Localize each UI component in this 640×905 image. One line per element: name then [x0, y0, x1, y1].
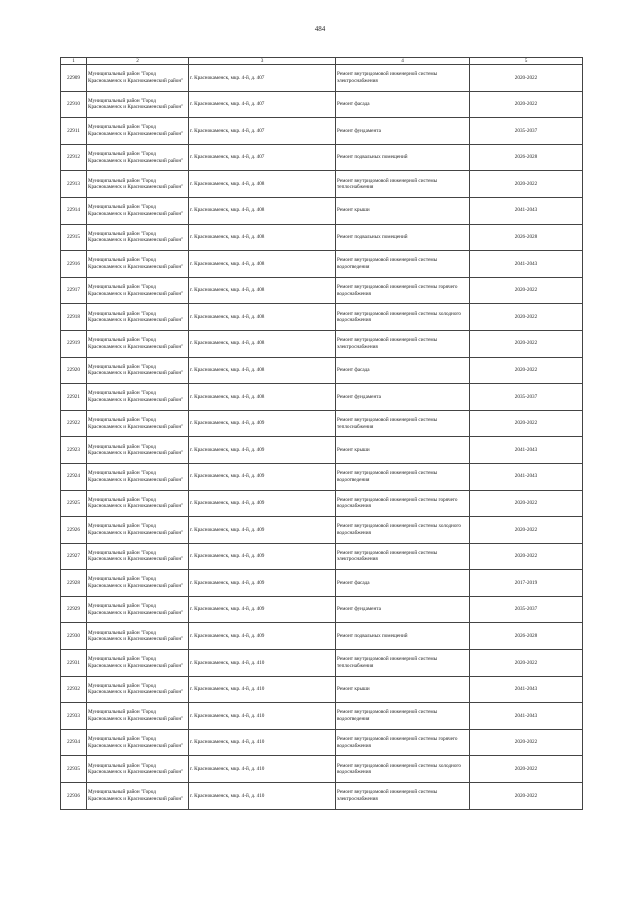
municipality-cell: Муниципальный район "Город Краснокаменск и Краснокаменский район"	[87, 596, 189, 623]
row-number-cell: 22929	[61, 596, 87, 623]
row-number-cell: 22917	[61, 277, 87, 304]
table-row	[61, 197, 583, 224]
municipality-cell: Муниципальный район "Город Краснокаменск и Краснокаменский район"	[87, 65, 189, 92]
row-number-cell: 22925	[61, 490, 87, 517]
period-cell: 2020-2022	[470, 650, 583, 677]
table-row	[61, 251, 583, 278]
municipality-cell: Муниципальный район "Город Краснокаменск и Краснокаменский район"	[87, 91, 189, 118]
work-type-cell: Ремонт внутридомовой инженерной системы холодного водоснабжения	[336, 756, 470, 783]
municipality-cell: Муниципальный район "Город Краснокаменск и Краснокаменский район"	[87, 703, 189, 730]
work-type-cell: Ремонт внутридомовой инженерной системы горячего водоснабжения	[336, 490, 470, 517]
period-cell: 2041-2043	[470, 197, 583, 224]
table-row	[61, 756, 583, 783]
address-cell: г. Краснокаменск, мкр. 4-й, д. 410	[189, 703, 336, 730]
column-header: 3	[189, 58, 336, 65]
address-cell: г. Краснокаменск, мкр. 4-й, д. 409	[189, 437, 336, 464]
municipality-cell: Муниципальный район "Город Краснокаменск и Краснокаменский район"	[87, 543, 189, 570]
municipality-cell: Муниципальный район "Город Краснокаменск и Краснокаменский район"	[87, 756, 189, 783]
table-row	[61, 703, 583, 730]
row-number-cell: 22927	[61, 543, 87, 570]
address-cell: г. Краснокаменск, мкр. 4-й, д. 408	[189, 357, 336, 384]
address-cell: г. Краснокаменск, мкр. 4-й, д. 407	[189, 118, 336, 145]
municipality-cell: Муниципальный район "Город Краснокаменск и Краснокаменский район"	[87, 118, 189, 145]
row-number-cell: 22931	[61, 650, 87, 677]
page-number: 484	[314, 25, 326, 33]
municipality-cell: Муниципальный район "Город Краснокаменск и Краснокаменский район"	[87, 490, 189, 517]
address-cell: г. Краснокаменск, мкр. 4-й, д. 408	[189, 277, 336, 304]
row-number-cell: 22910	[61, 91, 87, 118]
work-type-cell: Ремонт внутридомовой инженерной системы холодного водоснабжения	[336, 304, 470, 331]
municipality-cell: Муниципальный район "Город Краснокаменск и Краснокаменский район"	[87, 517, 189, 544]
row-number-cell: 22922	[61, 410, 87, 437]
address-cell: г. Краснокаменск, мкр. 4-й, д. 407	[189, 65, 336, 92]
municipality-cell: Муниципальный район "Город Краснокаменск и Краснокаменский район"	[87, 729, 189, 756]
municipality-cell: Муниципальный район "Город Краснокаменск и Краснокаменский район"	[87, 783, 189, 810]
table-row	[61, 304, 583, 331]
address-cell: г. Краснокаменск, мкр. 4-й, д. 409	[189, 570, 336, 597]
work-type-cell: Ремонт внутридомовой инженерной системы теплоснабжения	[336, 171, 470, 198]
period-cell: 2020-2022	[470, 91, 583, 118]
period-cell: 2041-2043	[470, 676, 583, 703]
period-cell: 2020-2022	[470, 357, 583, 384]
row-number-cell: 22919	[61, 330, 87, 357]
row-number-cell: 22930	[61, 623, 87, 650]
address-cell: г. Краснокаменск, мкр. 4-й, д. 408	[189, 171, 336, 198]
work-type-cell: Ремонт фундамента	[336, 118, 470, 145]
table-row	[61, 437, 583, 464]
municipality-cell: Муниципальный район "Город Краснокаменск и Краснокаменский район"	[87, 251, 189, 278]
table-header-row	[61, 58, 583, 65]
work-type-cell: Ремонт фасада	[336, 91, 470, 118]
municipality-cell: Муниципальный район "Город Краснокаменск и Краснокаменский район"	[87, 623, 189, 650]
period-cell: 2020-2022	[470, 783, 583, 810]
table-row	[61, 676, 583, 703]
municipality-cell: Муниципальный район "Город Краснокаменск и Краснокаменский район"	[87, 676, 189, 703]
municipality-cell: Муниципальный район "Город Краснокаменск и Краснокаменский район"	[87, 197, 189, 224]
work-type-cell: Ремонт подвальных помещений	[336, 144, 470, 171]
address-cell: г. Краснокаменск, мкр. 4-й, д. 407	[189, 144, 336, 171]
address-cell: г. Краснокаменск, мкр. 4-й, д. 409	[189, 543, 336, 570]
period-cell: 2041-2043	[470, 437, 583, 464]
work-type-cell: Ремонт крыши	[336, 197, 470, 224]
address-cell: г. Краснокаменск, мкр. 4-й, д. 408	[189, 304, 336, 331]
municipality-cell: Муниципальный район "Город Краснокаменск и Краснокаменский район"	[87, 330, 189, 357]
work-type-cell: Ремонт фасада	[336, 570, 470, 597]
row-number-cell: 22923	[61, 437, 87, 464]
municipality-cell: Муниципальный район "Город Краснокаменск и Краснокаменский район"	[87, 224, 189, 251]
municipality-cell: Муниципальный район "Город Краснокаменск и Краснокаменский район"	[87, 357, 189, 384]
municipality-cell: Муниципальный район "Город Краснокаменск и Краснокаменский район"	[87, 650, 189, 677]
period-cell: 2020-2022	[470, 490, 583, 517]
row-number-cell: 22909	[61, 65, 87, 92]
address-cell: г. Краснокаменск, мкр. 4-й, д. 410	[189, 650, 336, 677]
table-row	[61, 144, 583, 171]
address-cell: г. Краснокаменск, мкр. 4-й, д. 409	[189, 623, 336, 650]
row-number-cell: 22912	[61, 144, 87, 171]
municipality-cell: Муниципальный район "Город Краснокаменск и Краснокаменский район"	[87, 437, 189, 464]
address-cell: г. Краснокаменск, мкр. 4-й, д. 408	[189, 251, 336, 278]
table-row	[61, 171, 583, 198]
period-cell: 2026-2028	[470, 224, 583, 251]
row-number-cell: 22911	[61, 118, 87, 145]
period-cell: 2020-2022	[470, 517, 583, 544]
period-cell: 2026-2028	[470, 144, 583, 171]
address-cell: г. Краснокаменск, мкр. 4-й, д. 408	[189, 197, 336, 224]
row-number-cell: 22936	[61, 783, 87, 810]
work-type-cell: Ремонт фасада	[336, 357, 470, 384]
work-type-cell: Ремонт крыши	[336, 437, 470, 464]
table-row	[61, 277, 583, 304]
period-cell: 2020-2022	[470, 304, 583, 331]
period-cell: 2020-2022	[470, 543, 583, 570]
work-type-cell: Ремонт фундамента	[336, 384, 470, 411]
address-cell: г. Краснокаменск, мкр. 4-й, д. 409	[189, 463, 336, 490]
address-cell: г. Краснокаменск, мкр. 4-й, д. 410	[189, 756, 336, 783]
row-number-cell: 22926	[61, 517, 87, 544]
municipality-cell: Муниципальный район "Город Краснокаменск и Краснокаменский район"	[87, 384, 189, 411]
work-type-cell: Ремонт крыши	[336, 676, 470, 703]
period-cell: 2020-2022	[470, 756, 583, 783]
table-row	[61, 490, 583, 517]
work-type-cell: Ремонт подвальных помещений	[336, 224, 470, 251]
row-number-cell: 22914	[61, 197, 87, 224]
table-row	[61, 543, 583, 570]
row-number-cell: 22921	[61, 384, 87, 411]
period-cell: 2041-2043	[470, 703, 583, 730]
work-type-cell: Ремонт внутридомовой инженерной системы горячего водоснабжения	[336, 277, 470, 304]
work-type-cell: Ремонт внутридомовой инженерной системы электроснабжения	[336, 65, 470, 92]
municipality-cell: Муниципальный район "Город Краснокаменск и Краснокаменский район"	[87, 410, 189, 437]
period-cell: 2020-2022	[470, 171, 583, 198]
row-number-cell: 22935	[61, 756, 87, 783]
table-row	[61, 91, 583, 118]
work-type-cell: Ремонт внутридомовой инженерной системы холодного водоснабжения	[336, 517, 470, 544]
period-cell: 2035-2037	[470, 118, 583, 145]
work-type-cell: Ремонт внутридомовой инженерной системы электроснабжения	[336, 330, 470, 357]
address-cell: г. Краснокаменск, мкр. 4-й, д. 408	[189, 330, 336, 357]
address-cell: г. Краснокаменск, мкр. 4-й, д. 410	[189, 729, 336, 756]
period-cell: 2017-2019	[470, 570, 583, 597]
table-row	[61, 729, 583, 756]
period-cell: 2020-2022	[470, 330, 583, 357]
period-cell: 2020-2022	[470, 729, 583, 756]
work-type-cell: Ремонт внутридомовой инженерной системы водоотведения	[336, 251, 470, 278]
address-cell: г. Краснокаменск, мкр. 4-й, д. 408	[189, 224, 336, 251]
column-header: 2	[87, 58, 189, 65]
work-type-cell: Ремонт фундамента	[336, 596, 470, 623]
column-header: 1	[61, 58, 87, 65]
row-number-cell: 22924	[61, 463, 87, 490]
address-cell: г. Краснокаменск, мкр. 4-й, д. 409	[189, 517, 336, 544]
work-type-cell: Ремонт внутридомовой инженерной системы водоотведения	[336, 703, 470, 730]
row-number-cell: 22928	[61, 570, 87, 597]
table-row	[61, 384, 583, 411]
address-cell: г. Краснокаменск, мкр. 4-й, д. 409	[189, 490, 336, 517]
row-number-cell: 22918	[61, 304, 87, 331]
table-row	[61, 330, 583, 357]
table-row	[61, 517, 583, 544]
table-row	[61, 623, 583, 650]
table-row	[61, 65, 583, 92]
address-cell: г. Краснокаменск, мкр. 4-й, д. 409	[189, 596, 336, 623]
register-table-body	[61, 58, 583, 810]
period-cell: 2026-2028	[470, 623, 583, 650]
work-type-cell: Ремонт подвальных помещений	[336, 623, 470, 650]
address-cell: г. Краснокаменск, мкр. 4-й, д. 408	[189, 384, 336, 411]
address-cell: г. Краснокаменск, мкр. 4-й, д. 410	[189, 783, 336, 810]
period-cell: 2035-2037	[470, 384, 583, 411]
work-type-cell: Ремонт внутридомовой инженерной системы водоотведения	[336, 463, 470, 490]
period-cell: 2020-2022	[470, 410, 583, 437]
work-type-cell: Ремонт внутридомовой инженерной системы теплоснабжения	[336, 650, 470, 677]
period-cell: 2020-2022	[470, 65, 583, 92]
table-row	[61, 650, 583, 677]
period-cell: 2041-2043	[470, 463, 583, 490]
row-number-cell: 22920	[61, 357, 87, 384]
row-number-cell: 22915	[61, 224, 87, 251]
period-cell: 2020-2022	[470, 277, 583, 304]
municipality-cell: Муниципальный район "Город Краснокаменск и Краснокаменский район"	[87, 277, 189, 304]
work-type-cell: Ремонт внутридомовой инженерной системы электроснабжения	[336, 783, 470, 810]
period-cell: 2041-2043	[470, 251, 583, 278]
column-header: 4	[336, 58, 470, 65]
work-type-cell: Ремонт внутридомовой инженерной системы электроснабжения	[336, 543, 470, 570]
table-row	[61, 596, 583, 623]
municipality-cell: Муниципальный район "Город Краснокаменск и Краснокаменский район"	[87, 171, 189, 198]
table-row	[61, 357, 583, 384]
row-number-cell: 22916	[61, 251, 87, 278]
period-cell: 2035-2037	[470, 596, 583, 623]
address-cell: г. Краснокаменск, мкр. 4-й, д. 407	[189, 91, 336, 118]
row-number-cell: 22932	[61, 676, 87, 703]
address-cell: г. Краснокаменск, мкр. 4-й, д. 410	[189, 676, 336, 703]
table-row	[61, 570, 583, 597]
municipality-cell: Муниципальный район "Город Краснокаменск и Краснокаменский район"	[87, 463, 189, 490]
table-row	[61, 224, 583, 251]
register-table	[60, 57, 583, 810]
municipality-cell: Муниципальный район "Город Краснокаменск и Краснокаменский район"	[87, 144, 189, 171]
table-row	[61, 410, 583, 437]
row-number-cell: 22933	[61, 703, 87, 730]
work-type-cell: Ремонт внутридомовой инженерной системы горячего водоснабжения	[336, 729, 470, 756]
municipality-cell: Муниципальный район "Город Краснокаменск и Краснокаменский район"	[87, 304, 189, 331]
municipality-cell: Муниципальный район "Город Краснокаменск и Краснокаменский район"	[87, 570, 189, 597]
work-type-cell: Ремонт внутридомовой инженерной системы теплоснабжения	[336, 410, 470, 437]
table-row	[61, 118, 583, 145]
address-cell: г. Краснокаменск, мкр. 4-й, д. 409	[189, 410, 336, 437]
row-number-cell: 22913	[61, 171, 87, 198]
column-header: 5	[470, 58, 583, 65]
row-number-cell: 22934	[61, 729, 87, 756]
table-row	[61, 783, 583, 810]
table-row	[61, 463, 583, 490]
